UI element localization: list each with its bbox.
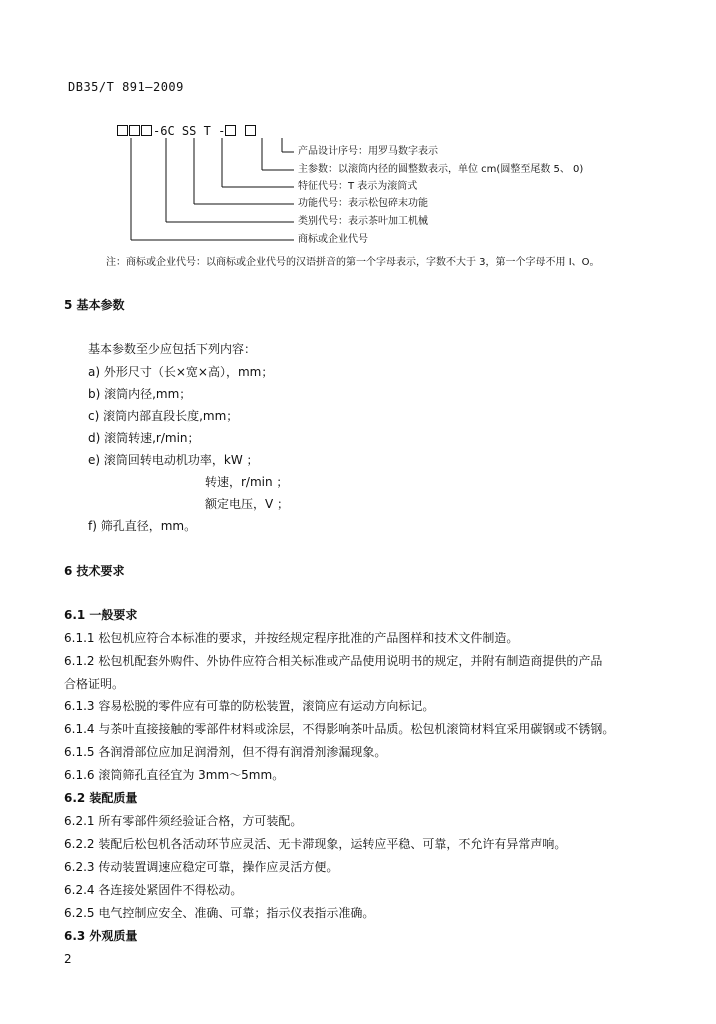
section-6-1-heading: 6.1 一般要求: [64, 608, 138, 622]
clause-6-1-1: 6.1.1 松包机应符合本标准的要求，并按经规定程序批准的产品图样和技术文件制造。: [64, 631, 519, 645]
standard-number: DB35/T 891—2009: [68, 80, 184, 94]
list-item: f) 筛孔直径，mm。: [88, 519, 197, 533]
code-part-6c: -6C: [153, 124, 175, 138]
code-part-t: T: [203, 124, 211, 138]
code-part-ss: SS: [181, 124, 197, 138]
section-6-heading: 6 技术要求: [64, 564, 125, 578]
clause-6-2-1: 6.2.1 所有零部件须经验证合格，方可装配。: [64, 814, 303, 828]
annotation-category-code: 类别代号：表示茶叶加工机械: [298, 216, 428, 227]
list-item: b) 滚筒内径,mm；: [88, 387, 192, 401]
clause-6-2-5: 6.2.5 电气控制应安全、准确、可靠；指示仪表指示准确。: [64, 906, 375, 920]
section-6-2-heading: 6.2 装配质量: [64, 791, 138, 805]
annotation-function-code: 功能代号：表示松包碎末功能: [298, 198, 428, 209]
clause-6-1-4: 6.1.4 与茶叶直接接触的零部件材料或涂层，不得影响茶叶品质。松包机滚筒材料宜采用碳钢或不锈钢。: [64, 722, 615, 736]
section-5-heading: 5 基本参数: [64, 298, 125, 312]
list-item: a) 外形尺寸（长×宽×高），mm；: [88, 365, 274, 379]
clause-6-1-3: 6.1.3 容易松脱的零件应有可靠的防松装置，滚筒应有运动方向标记。: [64, 699, 435, 713]
annotation-design-seq: 产品设计序号：用罗马数字表示: [298, 146, 438, 157]
list-item: c) 滚筒内部直段长度,mm；: [88, 409, 239, 423]
list-subitem: 额定电压，V ；: [205, 497, 290, 511]
clause-6-1-5: 6.1.5 各润滑部位应加足润滑剂，但不得有润滑剂渗漏现象。: [64, 745, 387, 759]
model-code-note: 注：商标或企业代号：以商标或企业代号的汉语拼音的第一个字母表示，字数不大于 3，第一个字母不用 I、O。: [106, 257, 600, 268]
annotation-feature-code: 特征代号：T 表示为滚筒式: [298, 181, 418, 192]
code-part-dash: -: [218, 124, 226, 138]
section-6-3-heading: 6.3 外观质量: [64, 929, 138, 943]
list-item: e) 滚筒回转电动机功率，kW ；: [88, 453, 259, 467]
list-item: d) 滚筒转速,r/min；: [88, 431, 200, 445]
clause-6-2-3: 6.2.3 传动装置调速应稳定可靠，操作应灵活方便。: [64, 860, 339, 874]
clause-6-2-2: 6.2.2 装配后松包机各活动环节应灵活、无卡滞现象，运转应平稳、可靠，不允许有异常声响。: [64, 837, 567, 851]
clause-6-1-2: 6.1.2 松包机配套外购件、外协件应符合相关标准或产品使用说明书的规定，并附有制造商提供的产品: [64, 654, 603, 668]
clause-6-1-6: 6.1.6 滚筒筛孔直径宜为 3mm～5mm。: [64, 768, 285, 782]
list-subitem: 转速，r/min ；: [205, 475, 289, 489]
clause-6-1-2-cont: 合格证明。: [64, 677, 125, 691]
annotation-main-param: 主参数：以滚筒内径的圆整数表示，单位 cm(圆整至尾数 5、 0): [298, 164, 584, 175]
clause-6-2-4: 6.2.4 各连接处紧固件不得松动。: [64, 883, 243, 897]
page-number: 2: [64, 952, 72, 966]
annotation-brand-code: 商标或企业代号: [298, 234, 368, 245]
section-5-intro: 基本参数至少应包括下列内容：: [88, 342, 257, 356]
